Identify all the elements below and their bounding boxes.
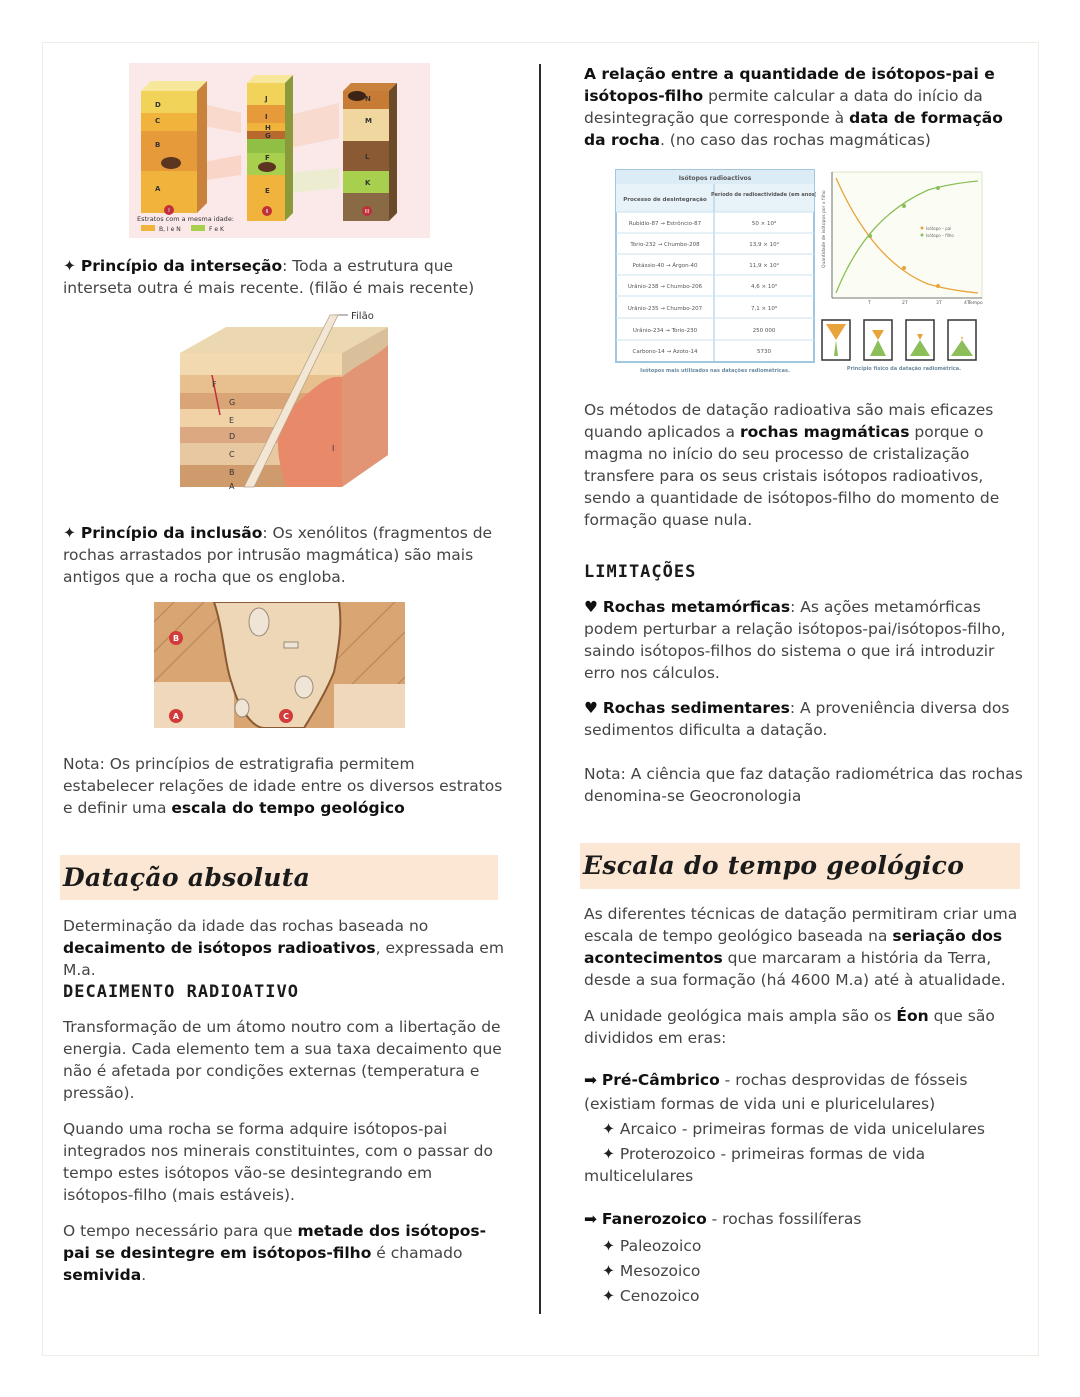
graph-tick-3: 3T: [936, 301, 942, 306]
absolute-dating-heading: Datação absoluta: [60, 855, 498, 900]
table-col2: Período de radioactividade (em anos): [710, 192, 816, 198]
cenozoic-item: ✦ Cenozoico: [602, 1287, 700, 1305]
geologic-time-scale-heading: Escala do tempo geológico: [580, 843, 1020, 889]
inclusion-principle: ✦ Princípio da inclusão: Os xenólitos (fragmentos de rochas arrastados por intrusão magmática) são mais antigos que a rocha que os engloba.: [63, 524, 493, 586]
label-l: L: [365, 153, 370, 161]
graph-caption: Princípio físico da datação radiométrica.: [846, 366, 962, 372]
column-divider: [539, 64, 541, 1314]
table-row-7-process: Carbono-14 → Azoto-14: [632, 349, 698, 355]
table-row-4-process: Urânio-238 → Chumbo-206: [627, 284, 703, 290]
decay-paragraph-1: Transformação de um átomo noutro com a libertação de energia. Cada elemento tem a sua taxa decaimento que não é afetada por condições externas (temperatura e pressão).: [63, 1018, 502, 1102]
graph-tick-4: 4T: [964, 301, 970, 306]
table-row-7-period: 5730: [757, 349, 771, 355]
legend-title: Estratos com a mesma idade:: [137, 215, 235, 223]
block-letter-b: B: [229, 468, 235, 477]
label-a: A: [155, 185, 161, 193]
stratigraphy-note: Nota: Os princípios de estratigrafia permitem estabelecer relações de idade entre os diversos estratos e definir uma escala do tempo geológico: [63, 755, 503, 817]
label-j: J: [265, 95, 268, 103]
limitations-heading: LIMITAÇÕES: [584, 562, 697, 582]
heart-icon: ♥: [584, 699, 603, 717]
label-g: G: [265, 132, 271, 140]
half-life-paragraph: O tempo necessário para que metade dos isótopos-pai se desintegre em isótopos-filho é chamado semivida.: [63, 1222, 487, 1284]
graph-xlabel: Tempo: [968, 301, 983, 306]
intersection-principle: ✦ Princípio da interseção: Toda a estrutura que interseta outra é mais recente. (filão é mais recente): [63, 257, 475, 297]
table-title: Isótopos radioactivos: [678, 175, 752, 182]
table-row-1-period: 50 × 10⁹: [751, 221, 777, 227]
block-letter-i: I: [332, 444, 335, 453]
star-icon: ✦: [602, 1120, 620, 1138]
marker-a: A: [172, 712, 180, 721]
hourglass-icons: [822, 320, 976, 360]
table-row-6-process: Urânio-234 → Tório-230: [632, 328, 698, 334]
eon-paragraph: A unidade geológica mais ampla são os Éon que são divididos em eras:: [584, 1007, 995, 1047]
intersection-block-figure: [176, 305, 396, 500]
table-row-3-period: 11,9 × 10⁹: [749, 263, 779, 269]
label-h: H: [265, 124, 271, 132]
strata-correlation-figure: [129, 63, 430, 238]
block-letter-g: G: [229, 398, 236, 407]
label-k: K: [365, 179, 371, 187]
precambrian-item: ➡ Pré-Câmbrico - rochas desprovidas de fósseis (existiam formas de vida uni e pluricelulares): [584, 1071, 968, 1113]
label-f: F: [265, 154, 270, 162]
table-col1: Processo de desintegração: [623, 197, 707, 203]
table-row-5-period: 7,1 × 10⁸: [750, 306, 778, 312]
table-row-4-period: 4,6 × 10⁹: [750, 284, 778, 290]
marker-b: B: [172, 634, 180, 643]
table-caption: Isótopos mais utilizados nas datações radiométricas.: [640, 368, 790, 374]
table-row-2-process: Tório-232 → Chumbo-208: [630, 242, 700, 248]
absolute-dating-definition: Determinação da idade das rochas baseada no decaimento de isótopos radioativos, expressada em M.a.: [63, 917, 504, 979]
paleozoic-item: ✦ Paleozoico: [602, 1237, 702, 1255]
table-row-1-process: Rubídio-87 → Estrôncio-87: [628, 221, 702, 227]
block-letter-f: F: [212, 380, 217, 389]
star-icon: ✦: [63, 257, 81, 275]
graph-legend-daughter: Isótopo – filho: [926, 233, 954, 238]
decay-paragraph-2: Quando uma rocha se forma adquire isótopos-pai integrados nos minerais constituintes, com o passar do tempo estes isótopos vão-se desintegrando em isótopos-filho (mais estáveis).: [63, 1120, 493, 1204]
star-icon: ✦: [602, 1262, 620, 1280]
label-n: N: [365, 95, 371, 103]
block-letter-a: A: [229, 482, 235, 491]
graph-tick-1: T: [868, 301, 871, 306]
block-letter-c: C: [229, 450, 235, 459]
filao-label: Filão: [351, 311, 374, 322]
marker-c: C: [283, 712, 289, 721]
phanerozoic-item: ➡ Fanerozoico - rochas fossilíferas: [584, 1210, 862, 1228]
star-icon: ✦: [602, 1237, 620, 1255]
heart-icon: ♥: [584, 598, 603, 616]
roman-1: I: [168, 208, 170, 214]
roman-3: III: [364, 209, 370, 215]
arrow-icon: ➡: [584, 1210, 602, 1228]
label-i: I: [265, 113, 268, 121]
archean-item: ✦ Arcaico - primeiras formas de vida unicelulares: [602, 1120, 985, 1138]
block-letter-d: D: [229, 432, 236, 441]
label-b: B: [155, 141, 161, 149]
methods-paragraph: Os métodos de datação radioativa são mais eficazes quando aplicados a rochas magmáticas porque o magma no início do seu processo de cristalização transfere para os seus cristais isótopos radioativos, sendo a quantidade de isótopos-filho do momento de formação quase nula.: [584, 401, 1000, 529]
star-icon: ✦: [602, 1145, 620, 1163]
legend-a: B, I e N: [159, 226, 181, 233]
sedimentary-limitation: ♥ Rochas sedimentares: A proveniência diversa dos sedimentos dificulta a datação.: [584, 699, 1010, 739]
block-letter-e: E: [229, 416, 235, 425]
isotope-relation-paragraph: A relação entre a quantidade de isótopos-pai e isótopos-filho permite calcular a data do início da desintegração que corresponde à data de formação da rocha. (no caso das rochas magmáticas): [584, 65, 1003, 149]
radioactive-decay-heading: DECAIMENTO RADIOATIVO: [63, 982, 299, 1002]
metamorphic-limitation: ♥ Rochas metamórficas: As ações metamórficas podem perturbar a relação isótopos-pai/isótopos-filho, saindo isótopos-filhos do sistema o que irá introduzir erro nos cálculos.: [584, 598, 1006, 682]
mesozoic-item: ✦ Mesozoico: [602, 1262, 701, 1280]
xenolith-figure: [154, 602, 405, 728]
isotope-table: [614, 168, 816, 376]
graph-tick-2: 2T: [902, 301, 908, 306]
roman-2: II: [265, 209, 269, 215]
decay-graph: [818, 168, 988, 376]
arrow-icon: ➡: [584, 1071, 602, 1089]
table-row-2-period: 13,9 × 10⁹: [749, 242, 779, 248]
graph-ylabel: Quantidade de isótopos por x filho: [822, 190, 827, 268]
label-d: D: [155, 101, 161, 109]
label-e: E: [265, 187, 270, 195]
label-m: M: [365, 117, 372, 125]
time-scale-paragraph: As diferentes técnicas de datação permitiram criar uma escala de tempo geológico baseada na seriação dos acontecimentos que marcaram a história da Terra, desde a sua formação (há 4600 M.a) até à atualidade.: [584, 905, 1018, 989]
graph-legend-parent: Isótopo – pai: [926, 226, 952, 231]
star-icon: ✦: [63, 524, 81, 542]
label-c: C: [155, 117, 161, 125]
table-row-3-process: Potássio-40 → Árgon-40: [632, 263, 698, 269]
proterozoic-item: ✦ Proterozoico - primeiras formas de vida multicelulares: [584, 1145, 926, 1185]
table-row-5-process: Urânio-235 → Chumbo-207: [627, 306, 703, 312]
table-row-6-period: 250 000: [752, 328, 776, 334]
legend-b: F e K: [209, 226, 224, 233]
star-icon: ✦: [602, 1287, 620, 1305]
geochronology-note: Nota: A ciência que faz datação radiométrica das rochas denomina-se Geocronologia: [584, 765, 1023, 805]
